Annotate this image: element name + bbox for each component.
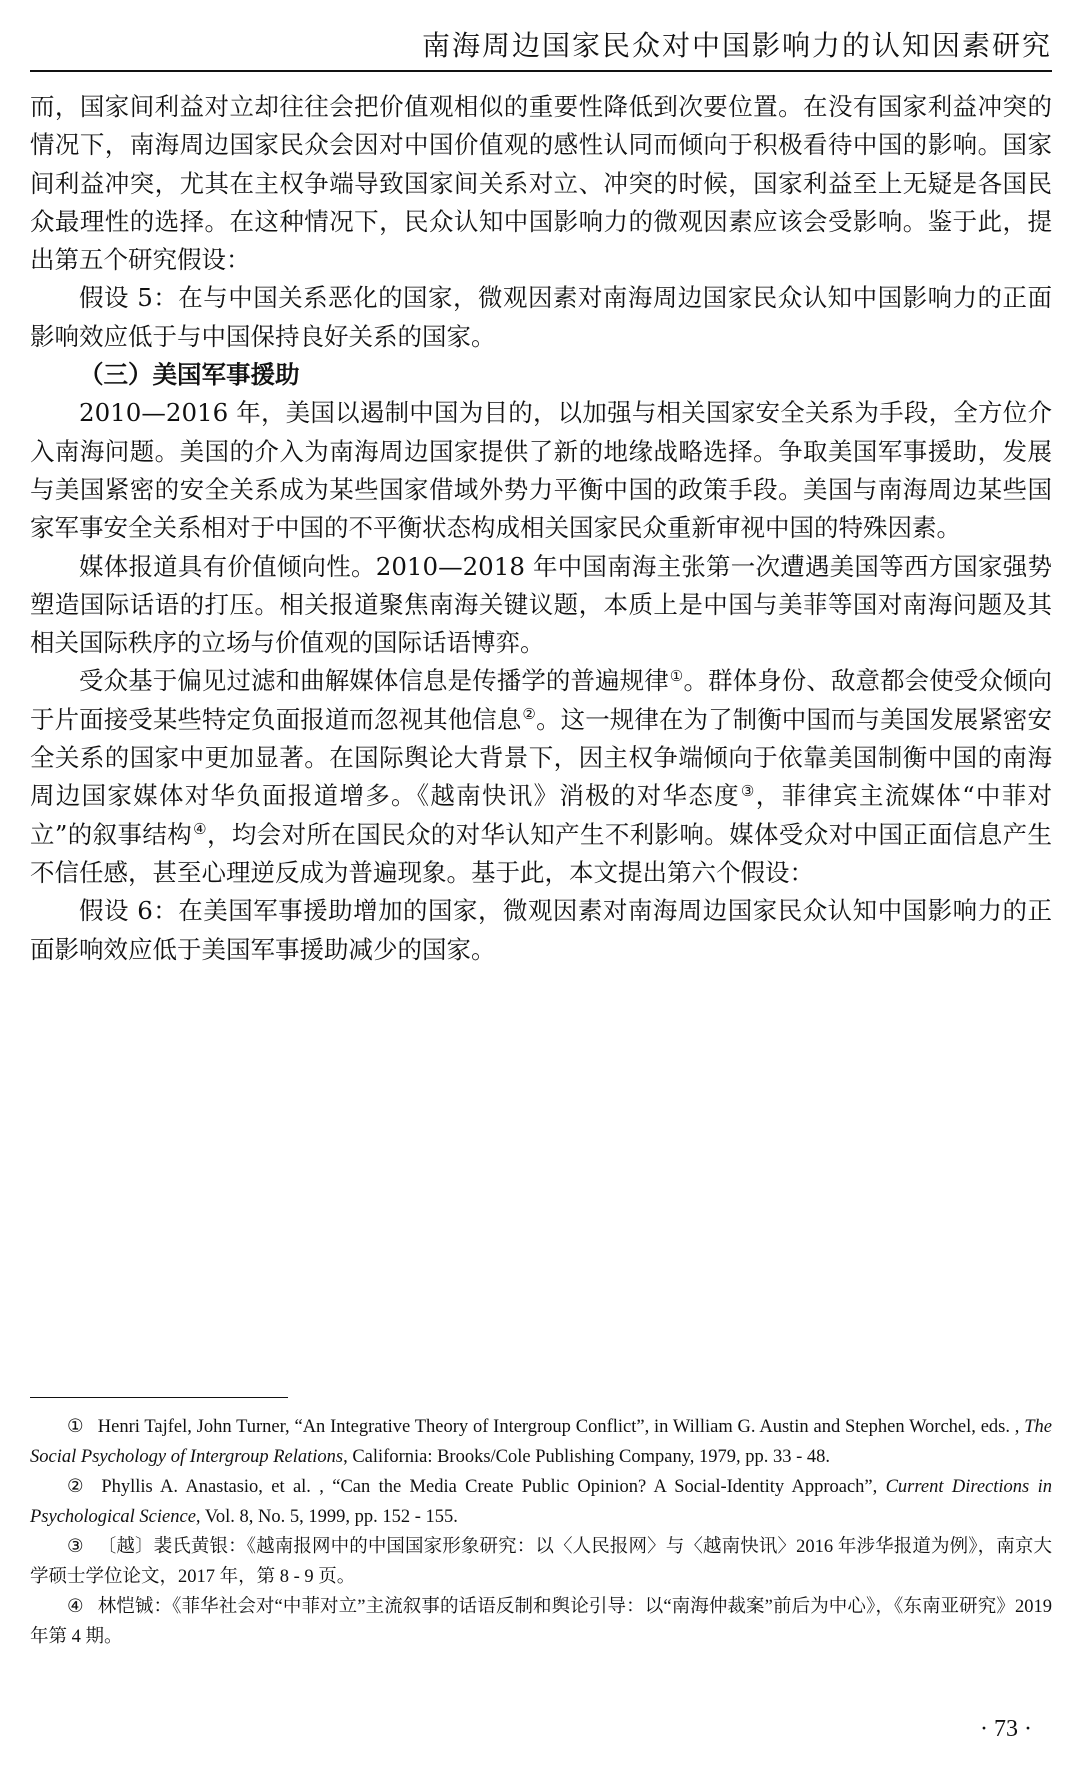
footnote-ref-2[interactable]: ② bbox=[522, 705, 537, 724]
footnote-text: 林恺铖：《菲华社会对“中菲对立”主流叙事的话语反制和舆论引导：以“南海仲裁案”前后为中心》，《东南亚研究》2019 年第 4 期。 bbox=[30, 1597, 1052, 1647]
footnote-ref-3[interactable]: ③ bbox=[740, 782, 756, 800]
footnote-2 bbox=[30, 1472, 1052, 1532]
hypothesis-5: 假设 5：在与中国关系恶化的国家，微观因素对南海周边国家民众认知中国影响力的正面影响效应低于与中国保持良好关系的国家。 bbox=[30, 283, 1052, 351]
footnote-rule bbox=[30, 1397, 288, 1398]
main-text bbox=[30, 88, 1052, 969]
footnote-text: , Vol. 8, No. 5, 1999, pp. 152 - 155. bbox=[195, 1507, 458, 1527]
running-header bbox=[30, 16, 1052, 72]
text-segment: 。群体身份、敌意都会使受众倾向于片面接受某些特定负面报道而忽视其他信息 bbox=[30, 666, 1053, 734]
footnote-marker: ① bbox=[67, 1417, 84, 1437]
hypothesis-6: 假设 6：在美国军事援助增加的国家，微观因素对南海周边国家民众认知中国影响力的正面影响效应低于美国军事援助减少的国家。 bbox=[30, 896, 1052, 964]
footnote-marker: ③ bbox=[67, 1537, 84, 1557]
footnote-text: Phyllis A. Anastasio, et al. , “Can the Media Create Public Opinion? A Social-Identity Approach”, bbox=[101, 1477, 886, 1497]
footnote-ref-4[interactable]: ④ bbox=[193, 820, 208, 839]
footnote-marker: ② bbox=[67, 1477, 88, 1497]
paragraph-media-reporting: 媒体报道具有价值倾向性。2010—2018 年中国南海主张第一次遭遇美国等西方国家强势塑造国际话语的打压。相关报道聚焦南海关键议题，本质上是中国与美菲等国对南海问题及其相关国际秩序的立场与价值观的国际话语博弈。 bbox=[30, 551, 1052, 658]
footnote-ref-1[interactable]: ① bbox=[669, 667, 684, 686]
paragraph-us-intervention: 2010—2016 年，美国以遏制中国为目的，以加强与相关国家安全关系为手段，全方位介入南海问题。美国的介入为南海周边国家提供了新的地缘战略选择。争取美国军事援助，发展与美国紧密的安全关系成为某些国家借域外势力平衡中国的政策手段。美国与南海周边某些国家军事安全关系相对于中国的不平衡状态构成相关国家民众重新审视中国的特殊因素。 bbox=[30, 398, 1052, 543]
footnote-text: 〔越〕裴氏黄银：《越南报网中的中国国家形象研究：以〈人民报网〉与〈越南快讯〉2016 年涉华报道为例》，南京大学硕士学位论文，2017 年，第 8 - 9 页。 bbox=[30, 1537, 1052, 1587]
journal-title: Current Directions in Psychological Science bbox=[30, 1477, 1052, 1527]
footnote-3 bbox=[30, 1532, 1052, 1592]
text-segment: 受众基于偏见过滤和曲解媒体信息是传播学的普遍规律 bbox=[79, 666, 669, 696]
paragraph-audience-bias bbox=[30, 662, 1052, 892]
running-title: 南海周边国家民众对中国影响力的认知因素研究 bbox=[421, 29, 1052, 62]
footnotes bbox=[30, 1412, 1052, 1652]
footnote-text: , California: Brooks/Cole Publishing Company, 1979, pp. 33 - 48. bbox=[343, 1447, 831, 1467]
book-title: The Social Psychology of Intergroup Relations bbox=[30, 1417, 1052, 1467]
header-rule bbox=[30, 70, 1052, 72]
text-segment: 。这一规律在为了制衡中国而与美国发展紧密安全关系的国家中更加显著。在国际舆论大背景下，因主权争端倾向于依靠美国制衡中国的南海周边国家媒体对华负面报道增多。《越南快讯》消极的对华态度 bbox=[30, 704, 1052, 811]
footnote-text: Henri Tajfel, John Turner, “An Integrative Theory of Intergroup Conflict”, in William G. Austin and Stephen Worchel, eds. , bbox=[97, 1417, 1025, 1437]
text-segment: ，均会对所在国民众的对华认知产生不利影响。媒体受众对中国正面信息产生不信任感，甚至心理逆反成为普遍现象。基于此，本文提出第六个假设： bbox=[30, 819, 1052, 887]
section-heading: （三）美国军事援助 bbox=[79, 360, 300, 390]
footnote-marker: ④ bbox=[67, 1597, 84, 1617]
text-segment: ，菲律宾主流媒体“中菲对立”的叙事结构 bbox=[30, 781, 1052, 849]
paragraph-continued: 而，国家间利益对立却往往会把价值观相似的重要性降低到次要位置。在没有国家利益冲突的情况下，南海周边国家民众会因对中国价值观的感性认同而倾向于积极看待中国的影响。国家间利益冲突，尤其在主权争端导致国家间关系对立、冲突的时候，国家利益至上无疑是各国民众最理性的选择。在这种情况下，民众认知中国影响力的微观因素应该会受影响。鉴于此，提出第五个研究假设： bbox=[30, 92, 1052, 275]
page-number: · 73 · bbox=[980, 1716, 1032, 1742]
footnote-4 bbox=[30, 1592, 1052, 1652]
footnote-1 bbox=[30, 1412, 1052, 1472]
